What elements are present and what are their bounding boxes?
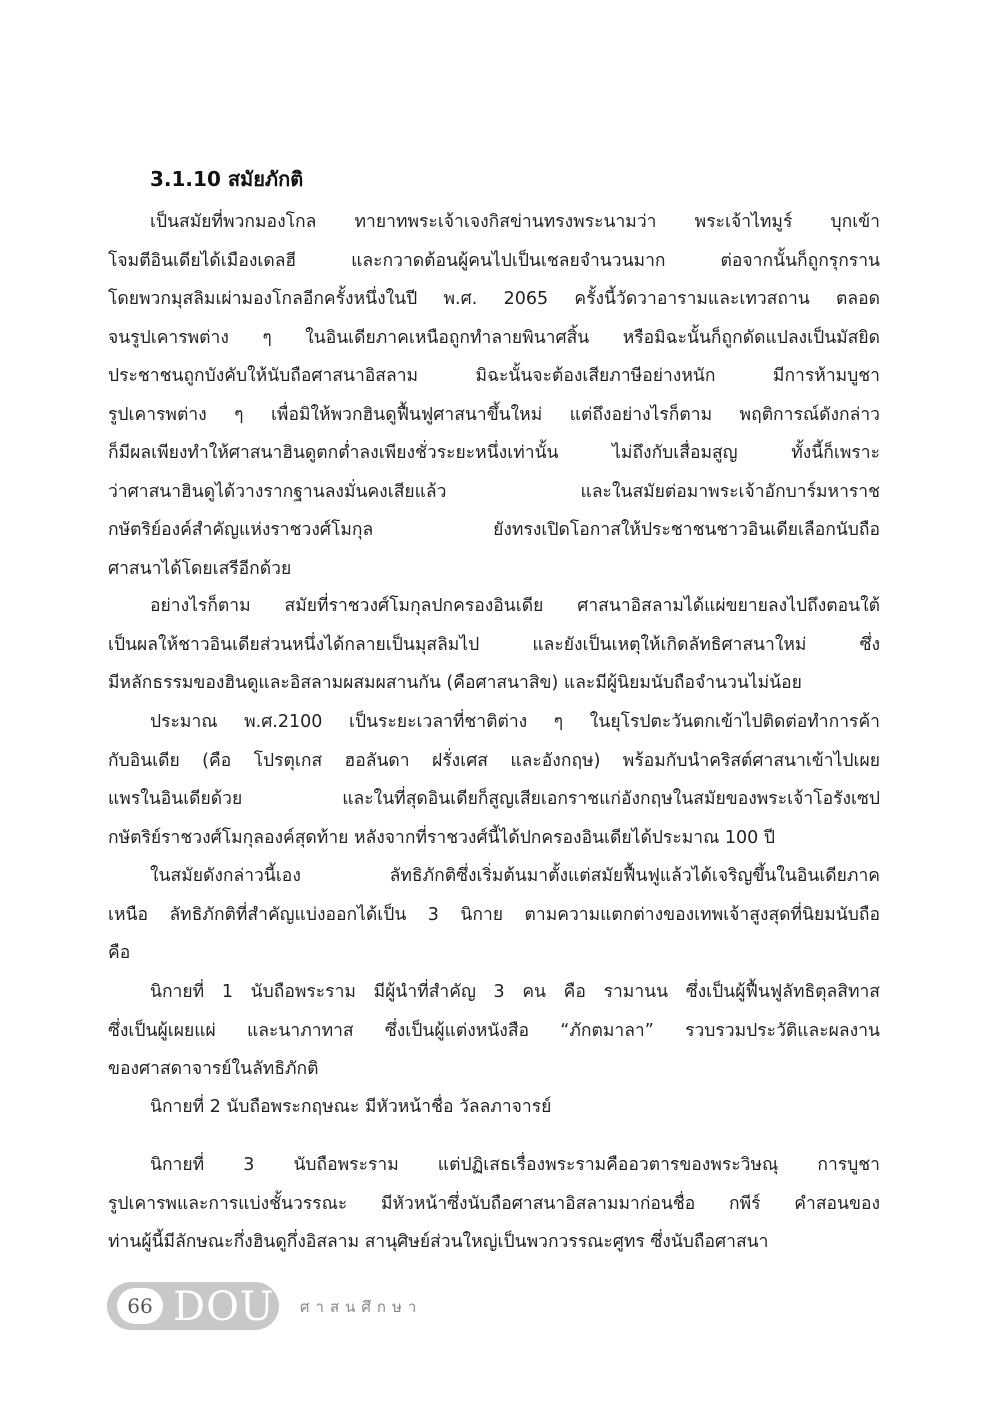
- text-line: มีหลักธรรมของฮินดูและอิสลามผสมผสานกัน (คือศาสนาสิข) และมีผู้นิยมนับถือจำนวนไม่น้อย: [108, 673, 802, 693]
- text-line: รูปเคารพและการแบ่งชั้นวรรณะ มีหัวหน้าซึ่งนับถือศาสนาอิสลามมาก่อนชื่อ กพีร์ คำสอนของ: [108, 1193, 880, 1214]
- text-line: อย่างไรก็ตาม สมัยที่ราชวงศ์โมกุลปกครองอินเดีย ศาสนาอิสลามได้แผ่ขยายลงไปถึงตอนใต้: [150, 596, 880, 616]
- dou-logo: DOU: [173, 1284, 275, 1330]
- paragraph: [108, 1146, 880, 1262]
- text-line: คือ: [108, 943, 131, 963]
- text-line: จนรูปเคารพต่าง ๆ ในอินเดียภาคเหนือถูกทำลายพินาศสิ้น หรือมิฉะนั้นก็ถูกดัดแปลงเป็นมัสยิด: [108, 327, 880, 348]
- page-number: 66: [117, 1288, 163, 1324]
- paragraph: [108, 1088, 880, 1127]
- paragraph: [108, 857, 880, 973]
- footer-badge: [107, 1282, 279, 1330]
- section-heading: 3.1.10 สมัยภักติ: [150, 167, 304, 191]
- paragraph: [108, 203, 880, 588]
- text-line: กษัตริย์ราชวงศ์โมกุลองค์สุดท้าย หลังจากที่ราชวงศ์นี้ได้ปกครองอินเดียได้ประมาณ 100 ปี: [108, 827, 775, 848]
- text-line: ในสมัยดังกล่าวนี้เอง ลัทธิภักติซึ่งเริ่มต้นมาตั้งแต่สมัยฟื้นฟูแล้วได้เจริญขึ้นในอินเดียภาค: [150, 866, 880, 886]
- text-line: ประชาชนถูกบังคับให้นับถือศาสนาอิสลาม มิฉะนั้นจะต้องเสียภาษีอย่างหนัก มีการห้ามบูชา: [108, 366, 880, 386]
- text-line: รูปเคารพต่าง ๆ เพื่อมิให้พวกฮินดูฟื้นฟูศาสนาขึ้นใหม่ แต่ถึงอย่างไรก็ตาม พฤติการณ์ดังกล่าว: [108, 404, 880, 425]
- text-line: กษัตริย์องค์สำคัญแห่งราชวงศ์โมกุล ยังทรงเปิดโอกาสให้ประชาชนชาวอินเดียเลือกนับถือ: [108, 520, 880, 540]
- text-line: ว่าศาสนาฮินดูได้วางรากฐานลงมั่นคงเสียแล้ว และในสมัยต่อมาพระเจ้าอักบาร์มหาราช: [108, 481, 880, 502]
- text-line: ก็มีผลเพียงทำให้ศาสนาฮินดูตกต่ำลงเพียงชั่วระยะหนึ่งเท่านั้น ไม่ถึงกับเสื่อมสูญ ทั้งนี้ก็เพราะ: [108, 443, 880, 463]
- text-line: โจมตีอินเดียได้เมืองเดลฮี และกวาดต้อนผู้คนไปเป็นเชลยจำนวนมาก ต่อจากนั้นก็ถูกรุกราน: [108, 250, 880, 271]
- text-line: นิกายที่ 2 นับถือพระกฤษณะ มีหัวหน้าชื่อ วัลลภาจารย์: [150, 1097, 552, 1117]
- paragraph: [108, 703, 880, 857]
- text-line: ซึ่งเป็นผู้เผยแผ่ และนาภาทาส ซึ่งเป็นผู้แต่งหนังสือ “ภักตมาลา” รวบรวมประวัติและผลงาน: [108, 1020, 880, 1041]
- text-line: แพรในอินเดียด้วย และในที่สุดอินเดียก็สูญเสียเอกราชแก่อังกฤษในสมัยของพระเจ้าโอรังเซป: [108, 789, 880, 809]
- paragraph: [108, 587, 880, 703]
- text-line: โดยพวกมุสลิมเผ่ามองโกลอีกครั้งหนึ่งในปี พ.ศ. 2065 ครั้งนี้วัดวาอารามและเทวสถาน ตลอด: [108, 289, 880, 309]
- text-line: กับอินเดีย (คือ โปรตุเกส ฮอลันดา ฝรั่งเศส และอังกฤษ) พร้อมกับนำคริสต์ศาสนาเข้าไปเผย: [108, 750, 880, 771]
- paragraph: [108, 973, 880, 1089]
- text-line: เป็นผลให้ชาวอินเดียส่วนหนึ่งได้กลายเป็นมุสลิมไป และยังเป็นเหตุให้เกิดลัทธิศาสนาใหม่ ซึ่ง: [108, 634, 880, 655]
- course-title: ศาสนศึกษา: [300, 1298, 423, 1316]
- text-line: ของศาสดาจารย์ในลัทธิภักติ: [108, 1059, 319, 1079]
- text-line: นิกายที่ 1 นับถือพระราม มีผู้นำที่สำคัญ 3 คน คือ รามานน ซึ่งเป็นผู้ฟื้นฟูลัทธิตุลสิทาส: [150, 982, 880, 1002]
- text-line: ประมาณ พ.ศ.2100 เป็นระยะเวลาที่ชาติต่าง ๆ ในยุโรปตะวันตกเข้าไปติดต่อทำการค้า: [150, 712, 880, 732]
- text-line: เหนือ ลัทธิภักติที่สำคัญแบ่งออกได้เป็น 3 นิกาย ตามความแตกต่างของเทพเจ้าสูงสุดที่นิยมนับถือ: [108, 904, 880, 925]
- text-line: ท่านผู้นี้มีลักษณะกึ่งฮินดูกึ่งอิสลาม สานุศิษย์ส่วนใหญ่เป็นพวกวรรณะศูทร ซึ่งนับถือศาสนา: [108, 1232, 769, 1252]
- text-line: เป็นสมัยที่พวกมองโกล ทายาทพระเจ้าเจงกิสข่านทรงพระนามว่า พระเจ้าไทมูร์ บุกเข้า: [150, 212, 880, 232]
- text-line: นิกายที่ 3 นับถือพระราม แต่ปฏิเสธเรื่องพระรามคืออวตารของพระวิษณุ การบูชา: [150, 1155, 880, 1175]
- text-line: ศาสนาได้โดยเสรีอีกด้วย: [108, 558, 292, 579]
